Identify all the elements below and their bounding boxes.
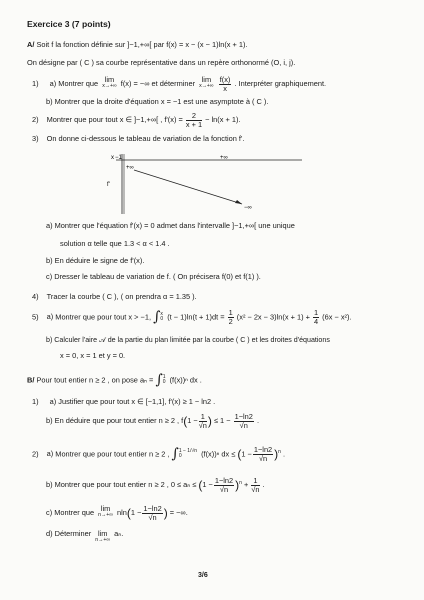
- decreasing-arrow: [134, 170, 242, 204]
- q1a-frac-den: x: [223, 83, 227, 93]
- exercise-title: Exercice 3 (7 points): [27, 19, 111, 29]
- b-q2-number: 2): [32, 449, 39, 459]
- q1a-lim2-word: lim: [201, 75, 212, 84]
- b-q1b-frac: [199, 413, 207, 430]
- b-q2a-end: .: [283, 449, 286, 459]
- b-q2a-body: (f(x))ⁿ dx ≤: [201, 449, 236, 459]
- q3c-label: c): [46, 272, 53, 281]
- q5a-label: a): [46, 312, 54, 322]
- variation-table: [102, 154, 302, 216]
- b-q1-number: 1): [32, 397, 39, 406]
- q5a-end: (6x − x²).: [322, 312, 352, 322]
- b-q2a-pre: Montrer que pour tout entier n ≥ 2 ,: [55, 449, 170, 459]
- table-bottom-value: −∞: [244, 205, 252, 211]
- q2-number: 2): [32, 115, 39, 125]
- q1a-limit2: [199, 76, 214, 89]
- q4-line: [32, 293, 197, 302]
- q1b-label: b): [46, 97, 53, 106]
- b-q1b-label: b): [46, 416, 53, 426]
- b-q2a-bounds: [179, 449, 197, 460]
- close-paren: ): [235, 478, 240, 493]
- q5-number: 5): [32, 312, 39, 322]
- b-q1a-line: [32, 398, 215, 407]
- b-q2b-line: [46, 477, 265, 494]
- q5a-body: (t − 1)ln(t + 1)dt =: [167, 312, 225, 322]
- b-q2a-int-top: 1 − 1/√n: [178, 447, 197, 454]
- part-b-int-top: 1: [162, 373, 166, 380]
- page-number: 3/6: [198, 572, 208, 579]
- q5b-label: b): [46, 336, 53, 344]
- q5a-pre: Montrer que pour tout x > −1,: [55, 312, 152, 322]
- part-b-intro-body: (f(x))ⁿ dx .: [169, 375, 202, 385]
- b-q2b-frac-den: √n: [219, 484, 229, 494]
- table-x-left: −1: [115, 155, 122, 161]
- table-x-label: x: [111, 155, 114, 161]
- b-q2c-end: = −∞.: [169, 508, 188, 518]
- b-q2c-pre: Montrer que: [54, 508, 95, 518]
- b-q2d-pre: Déterminer: [54, 529, 92, 538]
- part-a-intro: [27, 41, 248, 50]
- integral-sign-icon: ∫: [153, 309, 161, 325]
- b-q2c-frac-den: √n: [148, 512, 157, 522]
- q3b-text: En déduire le signe de f'(x).: [54, 256, 145, 265]
- b-q2d-limit: [95, 530, 110, 543]
- b-q2c-lim-word: lim: [100, 504, 111, 513]
- b-q2d-line: [46, 530, 123, 543]
- b-q2a-one: 1 −: [241, 449, 252, 459]
- b-q1b-f: f: [181, 416, 184, 426]
- b-q2d-label: d): [46, 529, 53, 538]
- q3a-label: a): [46, 221, 53, 230]
- q1a-lim-word: lim: [104, 75, 115, 84]
- b-q1b-pre: En déduire que pour tout entier n ≥ 2 ,: [54, 416, 180, 426]
- q2-pre: Montrer que pour tout x ∈ ]−1,+∞[ , f'(x) =: [46, 115, 183, 125]
- q5b-text1: Calculer l'aire 𝒜 de la partie du plan limitée par la courbe ( C ) et les droites d'équations: [54, 336, 330, 344]
- q2-frac-den: x + 1: [185, 119, 203, 129]
- b-q2c-frac: [142, 505, 162, 522]
- b-q2b-f2-num: 1: [251, 477, 259, 486]
- b-q2c-one: 1 −: [130, 508, 142, 518]
- q1b-line: [46, 98, 268, 107]
- q3-text: On donne ci-dessous le tableau de variation de la fonction f'.: [46, 134, 245, 143]
- q2-frac-num: 2: [186, 112, 202, 121]
- b-q2a-frac-den: √n: [258, 453, 268, 463]
- table-x-right: +∞: [220, 155, 228, 161]
- q1a-fraction: [219, 76, 232, 93]
- b-q2b-pre: Montrer que pour tout entier n ≥ 2 , 0 ≤ aₙ ≤: [54, 480, 197, 490]
- b-q1b-frac-den: √n: [198, 420, 207, 430]
- q5a-f2-den: 4: [313, 316, 319, 326]
- q5a-f1-num: 1: [228, 308, 233, 318]
- q1a-pre: Montrer que: [58, 79, 99, 89]
- b-q2a-line: [32, 446, 285, 463]
- b-q2c-frac-num: 1−ln2: [143, 504, 162, 513]
- b-q1a-label: a): [49, 397, 57, 406]
- q5a-line: [32, 309, 352, 326]
- open-paren: (: [183, 414, 188, 429]
- close-paren: ): [274, 447, 279, 462]
- b-q2a-int-bot: 0: [178, 453, 182, 460]
- table-top-value: +∞: [126, 165, 134, 171]
- b-q2b-frac: [214, 477, 234, 494]
- q5b-line1: [46, 336, 330, 345]
- q2-line: [32, 112, 240, 129]
- q3-line: [32, 135, 244, 144]
- q3a-line1: [46, 222, 295, 231]
- q2-post: − ln(x + 1).: [205, 115, 241, 125]
- q5a-f2-num: 1: [313, 308, 319, 318]
- part-a-label: A/: [27, 40, 35, 49]
- q5a-int-bot: 0: [160, 316, 164, 323]
- q1a-limit: [102, 76, 117, 89]
- b-q2c-lim-sub: n→+∞: [98, 512, 113, 519]
- table-row-label: f': [107, 182, 110, 188]
- b-q2b-pow: n: [239, 479, 242, 486]
- part-b-bounds: [163, 375, 166, 386]
- b-q2d-lim-word: lim: [97, 529, 108, 538]
- b-q2b-frac-num: 1−ln2: [214, 476, 234, 485]
- open-paren: (: [198, 478, 203, 493]
- b-q2d-end: aₙ.: [114, 529, 124, 538]
- b-q1b-end: .: [256, 416, 260, 426]
- b-q2a-pow: n: [278, 448, 281, 455]
- close-paren: ): [207, 414, 212, 429]
- b-q2b-plus: +: [243, 480, 249, 490]
- q3-number: 3): [32, 134, 39, 143]
- q2-fraction: [186, 112, 202, 129]
- b-q2d-lim-sub: n→+∞: [95, 537, 111, 544]
- part-b-int-bot: 0: [162, 379, 166, 386]
- b-q2c-label: c): [46, 508, 53, 518]
- b-q1b-rel: ≤ 1 −: [213, 416, 231, 426]
- q3a-text2: solution α telle que 1.3 < α < 1.4 .: [60, 239, 170, 248]
- q1a-line: [32, 76, 326, 93]
- integral-sign-icon: ∫: [155, 372, 163, 388]
- q3c-text: Dresser le tableau de variation de f. ( On précisera f(0) et f(1) ).: [54, 272, 261, 281]
- part-b-intro: [27, 372, 202, 389]
- b-q2a-frac: [253, 446, 273, 463]
- arrow-head: [235, 200, 242, 204]
- b-q2c-mid: nln: [117, 508, 127, 518]
- b-q2b-frac2: [251, 477, 259, 494]
- b-q1b-frac2: [234, 413, 254, 430]
- b-q2a-frac-num: 1−ln2: [253, 445, 273, 455]
- b-q2b-label: b): [46, 480, 53, 490]
- q1a-post: . Interpréter graphiquement.: [234, 79, 327, 89]
- q1a-frac-num: f(x): [219, 75, 231, 84]
- q5a-mid: (x² − 2x − 3)ln(x + 1) +: [236, 312, 310, 322]
- q5a-bounds: [160, 312, 163, 323]
- q3b-line: [46, 257, 144, 266]
- b-q2a-label: a): [46, 449, 54, 459]
- q5a-f1-den: 2: [228, 316, 233, 326]
- b-q2b-end: .: [262, 480, 265, 490]
- q1b-text: Montrer que la droite d'équation x = −1 est une asymptote à ( C ).: [54, 97, 269, 106]
- q1a-label: a): [49, 79, 57, 89]
- b-q1b-frac2-num: 1−ln2: [234, 412, 253, 421]
- q1a-lim-sub: x→+∞: [102, 83, 117, 90]
- q4-number: 4): [32, 292, 39, 301]
- part-b-intro-pre: Pour tout entier n ≥ 2 , on pose aₙ =: [36, 375, 154, 385]
- close-paren: ): [163, 506, 168, 521]
- part-a-curve: On désigne par ( C ) sa courbe représentative dans un repère orthonormé (O, i, j).: [27, 58, 296, 67]
- q5a-frac2: [313, 309, 319, 326]
- b-q1b-frac-num: 1: [199, 413, 207, 422]
- b-q2b-f2-den: √n: [251, 484, 260, 494]
- q3c-line: [46, 273, 261, 282]
- open-paren: (: [126, 506, 131, 521]
- b-q1b-frac2-den: √n: [239, 420, 248, 430]
- b-q2b-one: 1 −: [202, 480, 213, 490]
- b-q1a-text: Justifier que pour tout x ∈ [−1,1], f'(x) ≥ 1 − ln2 .: [58, 397, 216, 406]
- q5a-frac1: [228, 309, 234, 326]
- q3a-text1: Montrer que l'équation f'(x) = 0 admet dans l'intervalle ]−1,+∞[ une unique: [54, 221, 295, 230]
- b-q2c-line: [46, 505, 188, 522]
- b-q2c-limit: [98, 505, 113, 518]
- q5a-int-top: x: [160, 310, 163, 317]
- q1-number: 1): [32, 79, 39, 89]
- q3b-label: b): [46, 256, 53, 265]
- b-q1b-line: b) En déduire que pour tout entier n ≥ 2 , f(1 − $\frac{1}{√n}$ ) ≤ 1 − $\frac{1-\ln 2}{√n}$ .: [46, 412, 260, 430]
- integral-sign-icon: ∫: [171, 446, 179, 462]
- open-paren: (: [237, 447, 242, 462]
- q4-text: Tracer la courbe ( C ), ( on prendra α = 1.35 ).: [46, 292, 197, 301]
- part-b-label: B/: [27, 375, 35, 385]
- q1a-mid: f(x) = −∞ et déterminer: [120, 79, 196, 89]
- q1a-lim2-sub: x→+∞: [199, 83, 214, 90]
- q5b-text2: x = 0, x = 1 et y = 0.: [60, 351, 126, 360]
- part-a-intro-text: Soit f la fonction définie sur ]−1,+∞[ par f(x) = x − (x − 1)ln(x + 1).: [36, 40, 248, 49]
